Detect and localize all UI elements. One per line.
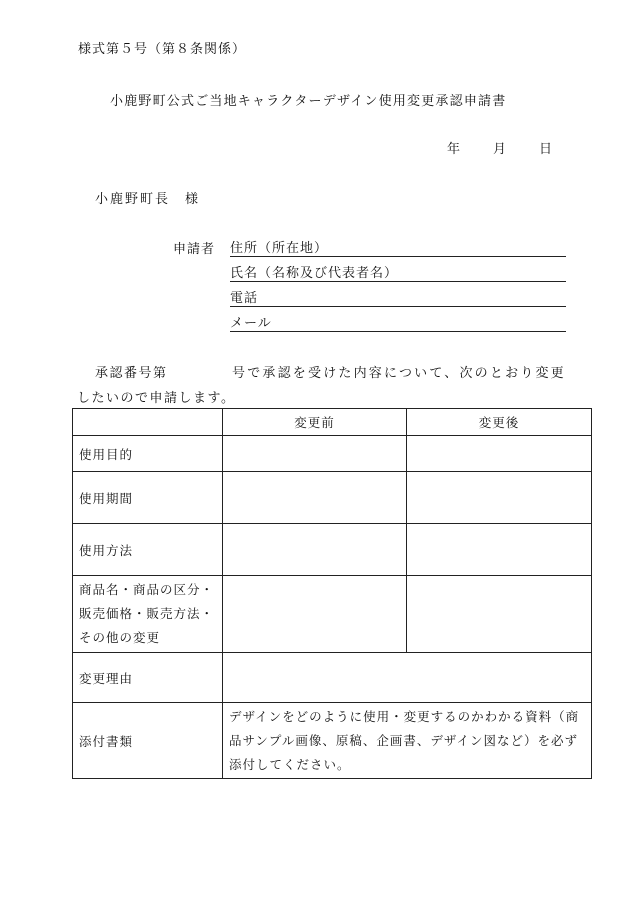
attachments-note-line-1: デザインをどのように使用・変更するのかわかる資料（商 [229, 708, 580, 724]
row-label-product [73, 576, 223, 653]
row-label-purpose: 使用目的 [73, 436, 223, 472]
product-before-cell[interactable] [223, 576, 407, 653]
row-label-reason: 変更理由 [73, 653, 223, 703]
method-before-cell[interactable] [223, 524, 407, 576]
email-field-label: メール [230, 316, 272, 331]
row-label-attachments: 添付書類 [73, 703, 223, 779]
address-field[interactable] [230, 237, 566, 257]
product-label-line-3: その他の変更 [79, 630, 161, 645]
approval-number-suffix: 号で承認を受けた内容について、次のとおり変更 [232, 366, 566, 381]
form-code: 様式第５号（第８条関係） [78, 42, 247, 57]
table-header-row [73, 409, 592, 436]
attachments-note-line-2: 品サンプル画像、原稿、企画書、デザイン図など）を必ず [229, 732, 579, 748]
approval-number-prefix: 承認番号第 [95, 366, 168, 381]
header-before: 変更前 [223, 409, 407, 436]
table-row [73, 703, 592, 779]
product-label-line-1: 商品名・商品の区分・ [79, 582, 215, 597]
method-after-cell[interactable] [407, 524, 592, 576]
table-row [73, 576, 592, 653]
phone-field[interactable] [230, 287, 566, 307]
purpose-before-cell[interactable] [223, 436, 407, 472]
header-blank-cell [73, 409, 223, 436]
product-after-cell[interactable] [407, 576, 592, 653]
address-field-label: 住所（所在地） [230, 241, 329, 256]
table-row [73, 472, 592, 524]
request-statement: したいので申請します。 [77, 391, 236, 406]
period-after-cell[interactable] [407, 472, 592, 524]
attachments-note-line-3: 添付してください。 [229, 756, 351, 772]
addressee: 小鹿野町長 様 [95, 192, 201, 207]
table-row [73, 524, 592, 576]
date-day-label: 日 [539, 142, 553, 157]
period-before-cell[interactable] [223, 472, 407, 524]
name-field[interactable] [230, 262, 566, 282]
date-year-label: 年 [447, 142, 461, 157]
table-row [73, 436, 592, 472]
applicant-label: 申請者 [173, 242, 216, 257]
email-field[interactable] [230, 312, 566, 332]
product-label-line-2: 販売価格・販売方法・ [79, 606, 215, 621]
date-month-label: 月 [493, 142, 507, 157]
row-label-method: 使用方法 [73, 524, 223, 576]
document-title: 小鹿野町公式ご当地キャラクターデザイン使用変更承認申請書 [110, 94, 507, 109]
table-row [73, 653, 592, 703]
name-field-label: 氏名（名称及び代表者名） [230, 266, 399, 281]
change-table [72, 408, 592, 779]
purpose-after-cell[interactable] [407, 436, 592, 472]
phone-field-label: 電話 [230, 291, 259, 306]
attachments-note [223, 703, 592, 779]
row-label-period: 使用期間 [73, 472, 223, 524]
reason-cell[interactable] [223, 653, 592, 703]
header-after: 変更後 [407, 409, 592, 436]
